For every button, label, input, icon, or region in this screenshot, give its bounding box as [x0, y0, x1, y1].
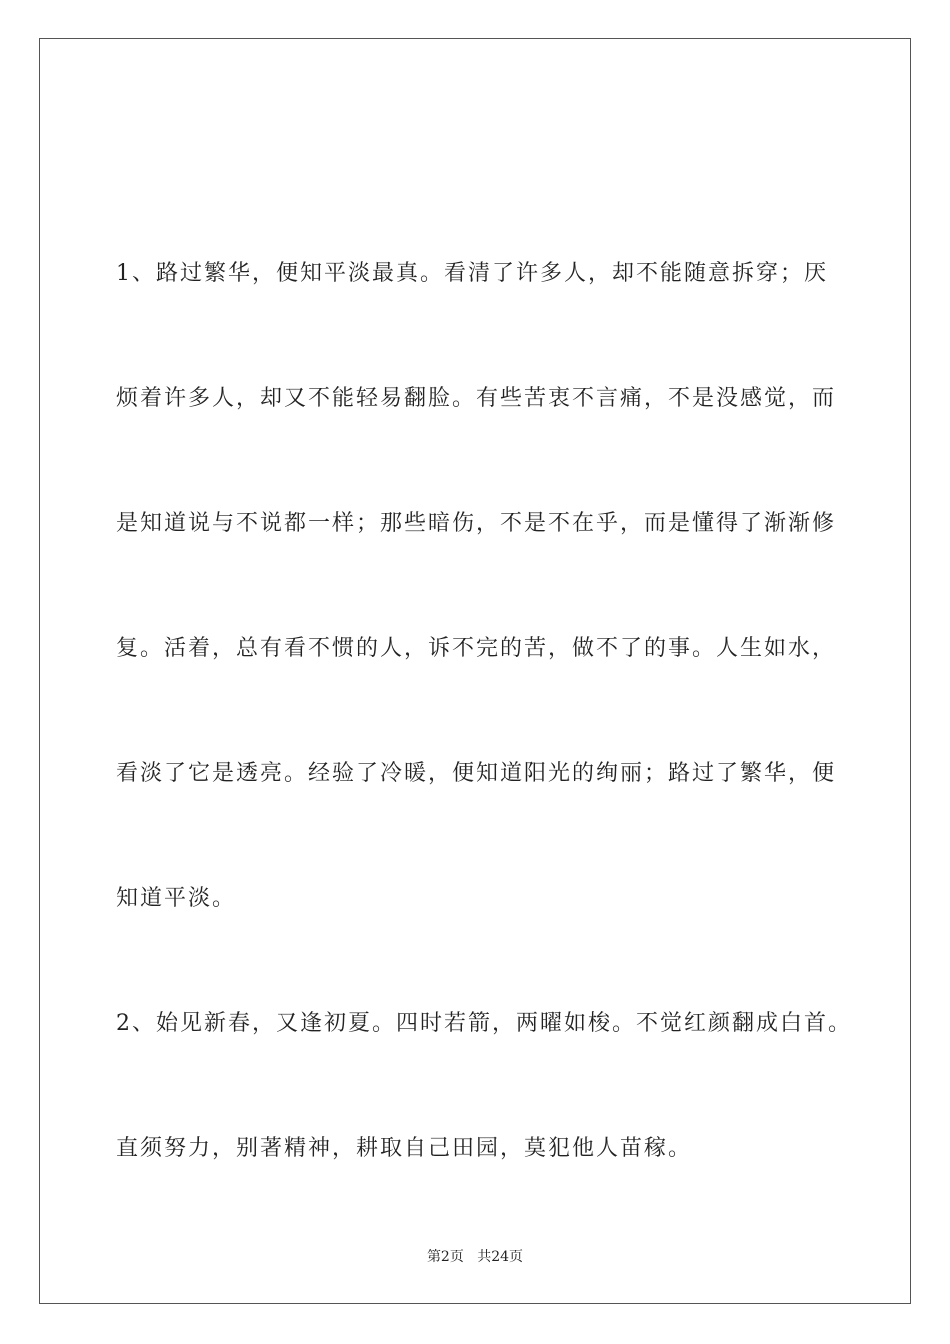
page-total: 共24页: [477, 1249, 524, 1265]
text-line: 2、始见新春，又逢初夏。四时若箭，两曜如梭。不觉红颜翻成白首。: [116, 1011, 852, 1036]
text-line: 复。活着，总有看不惯的人，诉不完的苦，做不了的事。人生如水，: [116, 636, 837, 661]
page-number: 第2页: [426, 1249, 464, 1265]
text-line: 直须努力，别著精神，耕取自己田园，莫犯他人苗稼。: [116, 1136, 693, 1161]
text-line: 1、路过繁华，便知平淡最真。看清了许多人，却不能随意拆穿；厌: [116, 261, 828, 286]
page-footer: [0, 1247, 950, 1267]
text-line: 知道平淡。: [116, 886, 237, 911]
text-line: 是知道说与不说都一样；那些暗伤，不是不在乎，而是懂得了渐渐修: [116, 511, 837, 536]
page-frame: [39, 38, 911, 1304]
text-line: 看淡了它是透亮。经验了冷暖，便知道阳光的绚丽；路过了繁华，便: [116, 761, 837, 786]
text-line: 烦着许多人，却又不能轻易翻脸。有些苦衷不言痛，不是没感觉，而: [116, 386, 837, 411]
